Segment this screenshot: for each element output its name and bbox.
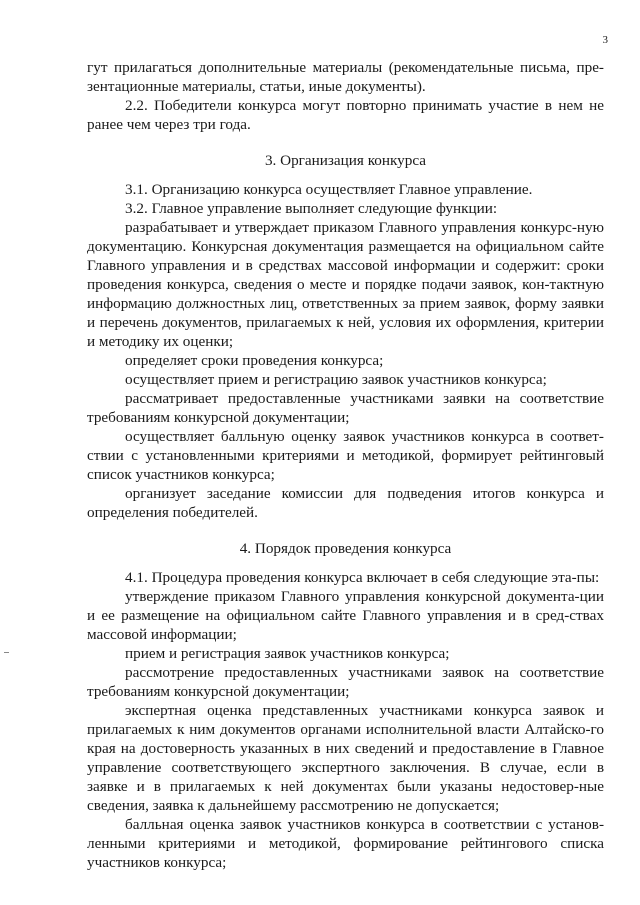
section-heading: 4. Порядок проведения конкурса <box>239 540 452 557</box>
scan-margin-mark <box>4 652 9 653</box>
paragraph: 3.1. Организацию конкурса осуществляет Главное управление. <box>125 181 533 198</box>
paragraph: осуществляет балльную оценку заявок участников конкурса в соответ-ствии с установленными критериями и методикой, формирует рейтинговый список участников конкурса; <box>87 428 604 483</box>
paragraph: разрабатывает и утверждает приказом Главного управления конкурс-ную документацию. Конкурсная документация размещается на официальном сайте Главного управления и в средствах массовой информации и содержит: сроки проведения конкурса, сведения о месте и порядке подачи заявок, кон-тактную информацию должностных лиц, ответственных за прием заявок, форму заявки и перечень документов, прилагаемых к ней, условия их оформления, критерии и методику их оценки; <box>87 219 604 350</box>
page-number: 3 <box>602 34 608 46</box>
paragraph: балльная оценка заявок участников конкурса в соответствии с установ-ленными критериями и методикой, формирование рейтингового списка участников конкурса; <box>87 816 604 871</box>
paragraph: определяет сроки проведения конкурса; <box>125 352 384 369</box>
document-body <box>87 58 604 872</box>
paragraph: 2.2. Победители конкурса могут повторно принимать участие в нем не ранее чем через три года. <box>87 97 604 133</box>
paragraph: организует заседание комиссии для подведения итогов конкурса и определения победителей. <box>87 485 604 521</box>
paragraph: экспертная оценка представленных участниками конкурса заявок и прилагаемых к ним документов органами исполнительной власти Алтайско-го края на достоверность указанных в них сведений и предоставление в Главное управление соответствующего экспертного заключения. В случае, если в заявке и в прилагаемых к ней документах были указаны недостовер-ные сведения, заявка к дальнейшему рассмотрению не допускается; <box>87 702 604 814</box>
paragraph: рассмотрение предоставленных участниками заявок на соответствие требованиям конкурсной документации; <box>87 664 604 700</box>
paragraph: 4.1. Процедура проведения конкурса включает в себя следующие эта-пы: <box>125 569 600 586</box>
paragraph: гут прилагаться дополнительные материалы (рекомендательные письма, пре-зентационные материалы, статьи, иные документы). <box>87 59 604 95</box>
section-heading: 3. Организация конкурса <box>264 152 427 169</box>
paragraph: прием и регистрация заявок участников конкурса; <box>125 645 450 662</box>
paragraph: 3.2. Главное управление выполняет следующие функции: <box>125 200 498 217</box>
paragraph: осуществляет прием и регистрацию заявок участников конкурса; <box>125 371 547 388</box>
paragraph: рассматривает предоставленные участниками заявки на соответствие требованиям конкурсной документации; <box>87 390 604 426</box>
paragraph: утверждение приказом Главного управления конкурсной документа-ции и ее размещение на официальном сайте Главного управления и в сред-ствах массовой информации; <box>87 588 604 643</box>
